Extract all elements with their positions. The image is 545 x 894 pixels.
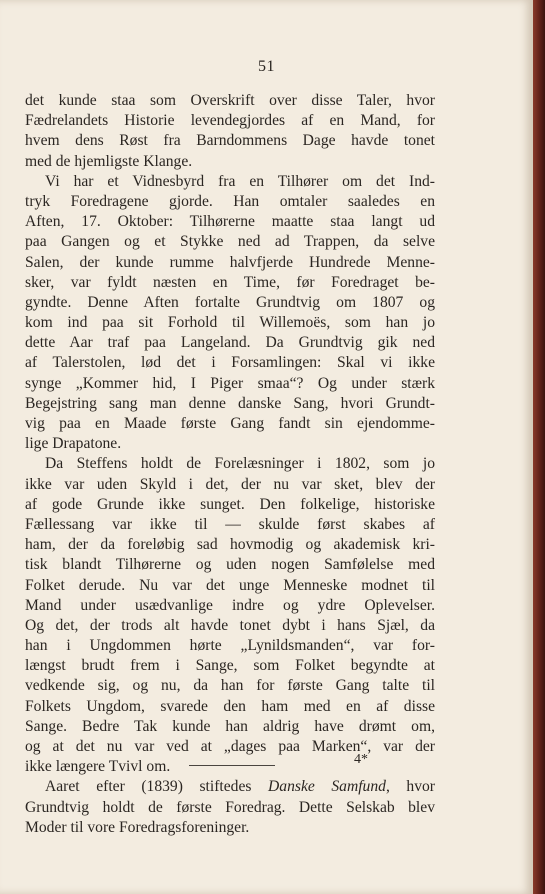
text-line: sker, var fyldt næsten en Time, før Foredraget be-	[25, 273, 435, 291]
text-line: han i Ungdommen hørte „Lynildsmanden“, var for-	[25, 637, 435, 655]
text-line: Grundtvig holdt de første Foredrag. Dette Selskab blev	[25, 798, 435, 816]
body-text	[25, 91, 435, 838]
text-line: Aaret efter (1839) stiftedes Danske Samfund, hvor	[45, 778, 435, 796]
text-line: dette Aar traf paa Langeland. Da Grundtvig gik ned	[25, 334, 435, 352]
italic-title: Danske Samfund	[268, 778, 386, 796]
text-line: Folket derude. Nu var det unge Menneske modnet til	[25, 576, 435, 594]
text-line: med de hjemligste Klange.	[25, 152, 193, 170]
text-line: Folkets Ungdom, svarede den ham med en af disse	[25, 697, 435, 715]
signature-mark: 4*	[354, 752, 368, 767]
text-line: ikke var uden Skyld i det, der nu var sket, blev der	[25, 475, 435, 493]
text-line: gyndte. Denne Aften fortalte Grundtvig om 1807 og	[25, 293, 435, 311]
text-line: ham, der da foreløbig sad hovmodig og akademisk kri-	[25, 536, 435, 554]
text-line: Fællessang var ikke til — skulde først skabes af	[25, 515, 435, 533]
page-number: 51	[258, 58, 275, 75]
text-line: tryk Foredragene gjorde. Han omtaler saaledes en	[25, 192, 435, 210]
end-rule	[189, 765, 275, 766]
text-line: Begejstring sang man denne danske Sang, hvori Grundt-	[25, 394, 435, 412]
text-line: paa Gangen og et Stykke ned ad Trappen, da selve	[25, 233, 435, 251]
text-line: synge „Kommer hid, I Piger smaa“? Og under stærk	[25, 374, 435, 392]
text-line: Da Steffens holdt de Forelæsninger i 1802, som jo	[45, 455, 435, 473]
text-line: Sange. Bedre Tak kunde han aldrig have drømt om,	[25, 717, 435, 735]
text-line: vig paa en Maade første Gang fandt sin ejendomme-	[25, 415, 435, 432]
text-line: af gode Grunde ikke sunget. Den folkelige, historiske	[25, 495, 435, 513]
text-line: Aften, 17. Oktober: Tilhørerne maatte staa langt ud	[25, 213, 435, 231]
text-line: og at det nu var ved at „dages paa Marken“, var der	[25, 738, 435, 755]
text-line: Salen, der kunde rumme halvfjerde Hundrede Menne-	[25, 253, 435, 271]
text-line: vedkende sig, og nu, da han for første Gang talte til	[25, 677, 435, 695]
text-line: Vi har et Vidnesbyrd fra en Tilhører om det Ind-	[45, 172, 435, 190]
text-line: Og det, der trods alt havde tonet dybt i hans Sjæl, da	[25, 616, 435, 634]
book-spine-edge	[533, 0, 545, 894]
text-line: ikke længere Tvivl om.	[25, 758, 171, 776]
text-line: kom ind paa sit Forhold til Willemoës, som han jo	[25, 314, 435, 332]
text-line: af Talerstolen, lød det i Forsamlingen: Skal vi ikke	[25, 354, 435, 372]
text-line: længst brudt frem i Sange, som Folket begyndte at	[25, 657, 435, 675]
text-line: lige Drapatone.	[25, 435, 122, 453]
text-line: tisk blandt Tilhørerne og uden nogen Samfølelse med	[25, 556, 435, 574]
text-line: Mand under usædvanlige indre og ydre Oplevelser.	[25, 596, 435, 614]
text-line: hvem dens Røst fra Barndommens Dage havde tonet	[25, 132, 435, 150]
text-line: Moder til vore Foredragsforeninger.	[25, 818, 250, 836]
text-line: det kunde staa som Overskrift over disse Taler, hvor	[25, 92, 435, 109]
text-line: Fædrelandets Historie levendegjordes af en Mand, for	[25, 112, 435, 130]
